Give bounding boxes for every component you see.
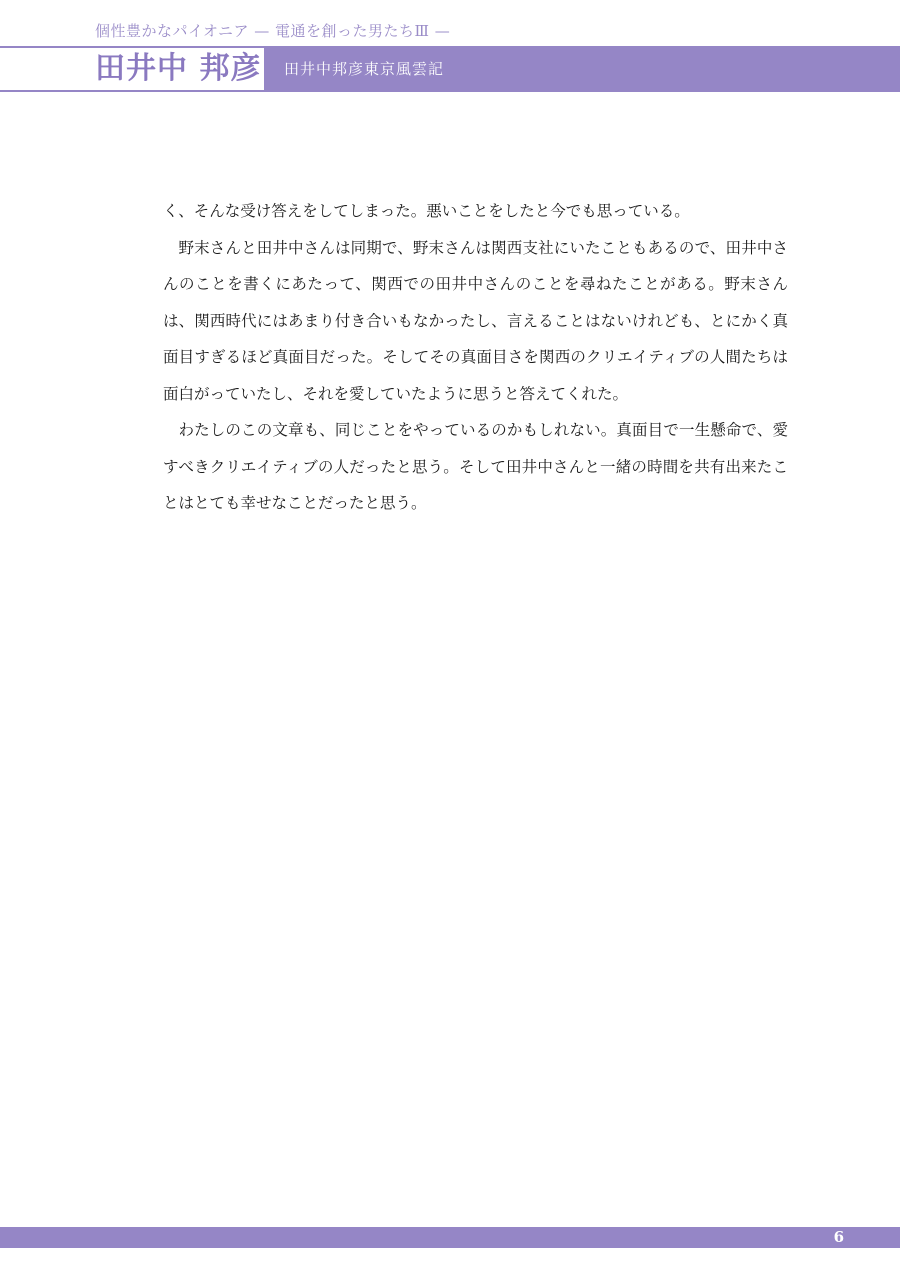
header-bottom-rule — [0, 90, 264, 92]
subtitle-text: 田井中邦彦東京風雲記 — [284, 60, 445, 78]
page-number: 6 — [833, 1228, 844, 1246]
paragraph: わたしのこの文章も、同じことをやっているのかもしれない。真面目で一生懸命で、愛すべきクリエイティブの人だったと思う。そして田井中さんと一緒の時間を共有出来たことはとても幸せなことだったと思う。 — [163, 421, 788, 512]
footer-band — [0, 1227, 900, 1248]
paragraph: 野末さんと田井中さんは同期で、野末さんは関西支社にいたこともあるので、田井中さんのことを書くにあたって、関西での田井中さんのことを尋ねたことがある。野末さんは、関西時代にはあまり付き合いもなかったし、言えることはないけれども、とにかく真面目すぎるほど真面目だった。そしてその真面目さを関西のクリエイティブの人間たちは面白がっていたし、それを愛していたように思うと答えてくれた。 — [163, 238, 788, 403]
article-body — [163, 193, 788, 522]
paragraph: く、そんな受け答えをしてしまった。悪いことをしたと今でも思っている。 — [163, 202, 690, 220]
page-title: 田井中 邦彦 — [95, 51, 262, 86]
subtitle-band — [264, 46, 900, 92]
series-title: 個性豊かなパイオニア — 電通を創った男たちⅢ — — [95, 22, 451, 40]
